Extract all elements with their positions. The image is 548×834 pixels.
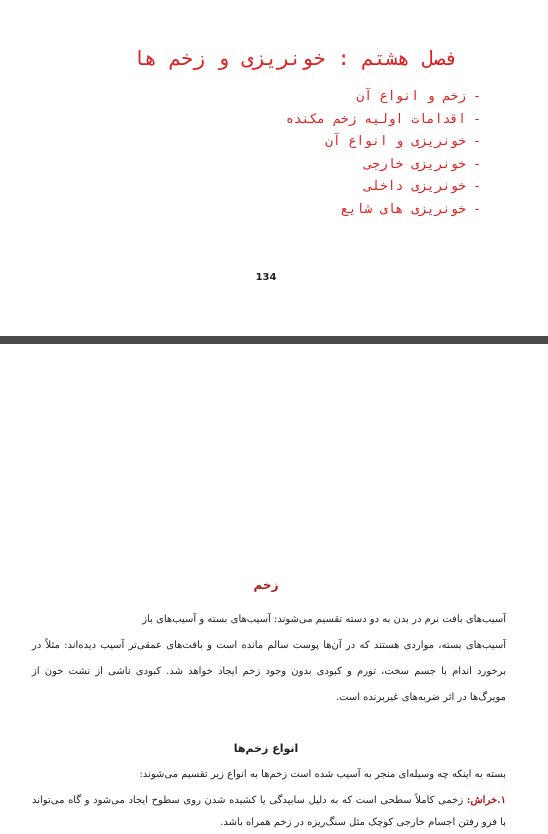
list-item-text: زخمی کاملاً سطحی است که به دلیل سابیدگی یا کشیده شدن روی سطوح ایجاد می‌شود و گاه می‌تواند با فرو رفتن اجسام خارجی کوچک مثل سنگ‌ریزه در زخم همراه باشد. bbox=[32, 795, 506, 828]
list-bullet: - bbox=[473, 111, 481, 127]
document-page-top bbox=[0, 0, 548, 336]
subsection-title: انواع زخم‌ها bbox=[233, 742, 299, 755]
paragraph: آسیب‌های بسته، مواردی هستند که در آن‌ها پوست سالم مانده است و بافت‌های عمقی‌تر آسیب دیده‌اند: مثلاً در برخورد اندام با جسم سخت، تورم و کبودی بدون وجود زخم ایجاد خواهد شد. کبودی ناشی از نشت خون از مویرگ‌ها در اثر ضربه‌های غیربرنده است. bbox=[32, 640, 506, 703]
page-number: 134 bbox=[255, 272, 277, 283]
topic-item bbox=[286, 86, 488, 109]
list-paragraph bbox=[32, 790, 506, 834]
list-bullet: - bbox=[473, 156, 481, 172]
paragraph: بسته به اینکه چه وسیله‌ای منجر به آسیب شده است زخم‌ها به انواع زیر تقسیم می‌شوند: bbox=[139, 769, 506, 780]
document-page-bottom bbox=[0, 344, 548, 834]
topic-item bbox=[286, 109, 488, 132]
section-title: زخم bbox=[253, 578, 279, 592]
topic-item bbox=[286, 176, 488, 199]
topic-item bbox=[286, 199, 488, 222]
topic-label: زخم و انواع آن bbox=[356, 89, 466, 104]
topic-item bbox=[286, 131, 488, 154]
list-bullet: - bbox=[473, 179, 481, 194]
topic-item bbox=[286, 154, 488, 177]
topic-label: اقدامات اولیه زخم مکنده bbox=[285, 111, 466, 127]
chapter-topic-list bbox=[286, 86, 488, 221]
topic-label: خونریزی داخلی bbox=[364, 179, 466, 194]
list-item-label: ۱.خراش: bbox=[466, 795, 506, 806]
list-bullet: - bbox=[473, 134, 481, 149]
list-bullet: - bbox=[473, 89, 481, 104]
list-bullet: - bbox=[473, 201, 481, 217]
topic-label: خونریزی خارجی bbox=[364, 156, 466, 172]
paragraph: آسیب‌های بافت نرم در بدن به دو دسته تقسیم می‌شوند: آسیب‌های بسته و آسیب‌های باز bbox=[142, 614, 506, 625]
page-separator bbox=[0, 336, 548, 344]
topic-label: خونریزی های شایع bbox=[340, 201, 466, 217]
topic-label: خونریزی و انواع آن bbox=[325, 134, 466, 149]
chapter-title: فصل هشتم : خونریزی و زخم ها bbox=[132, 46, 458, 70]
